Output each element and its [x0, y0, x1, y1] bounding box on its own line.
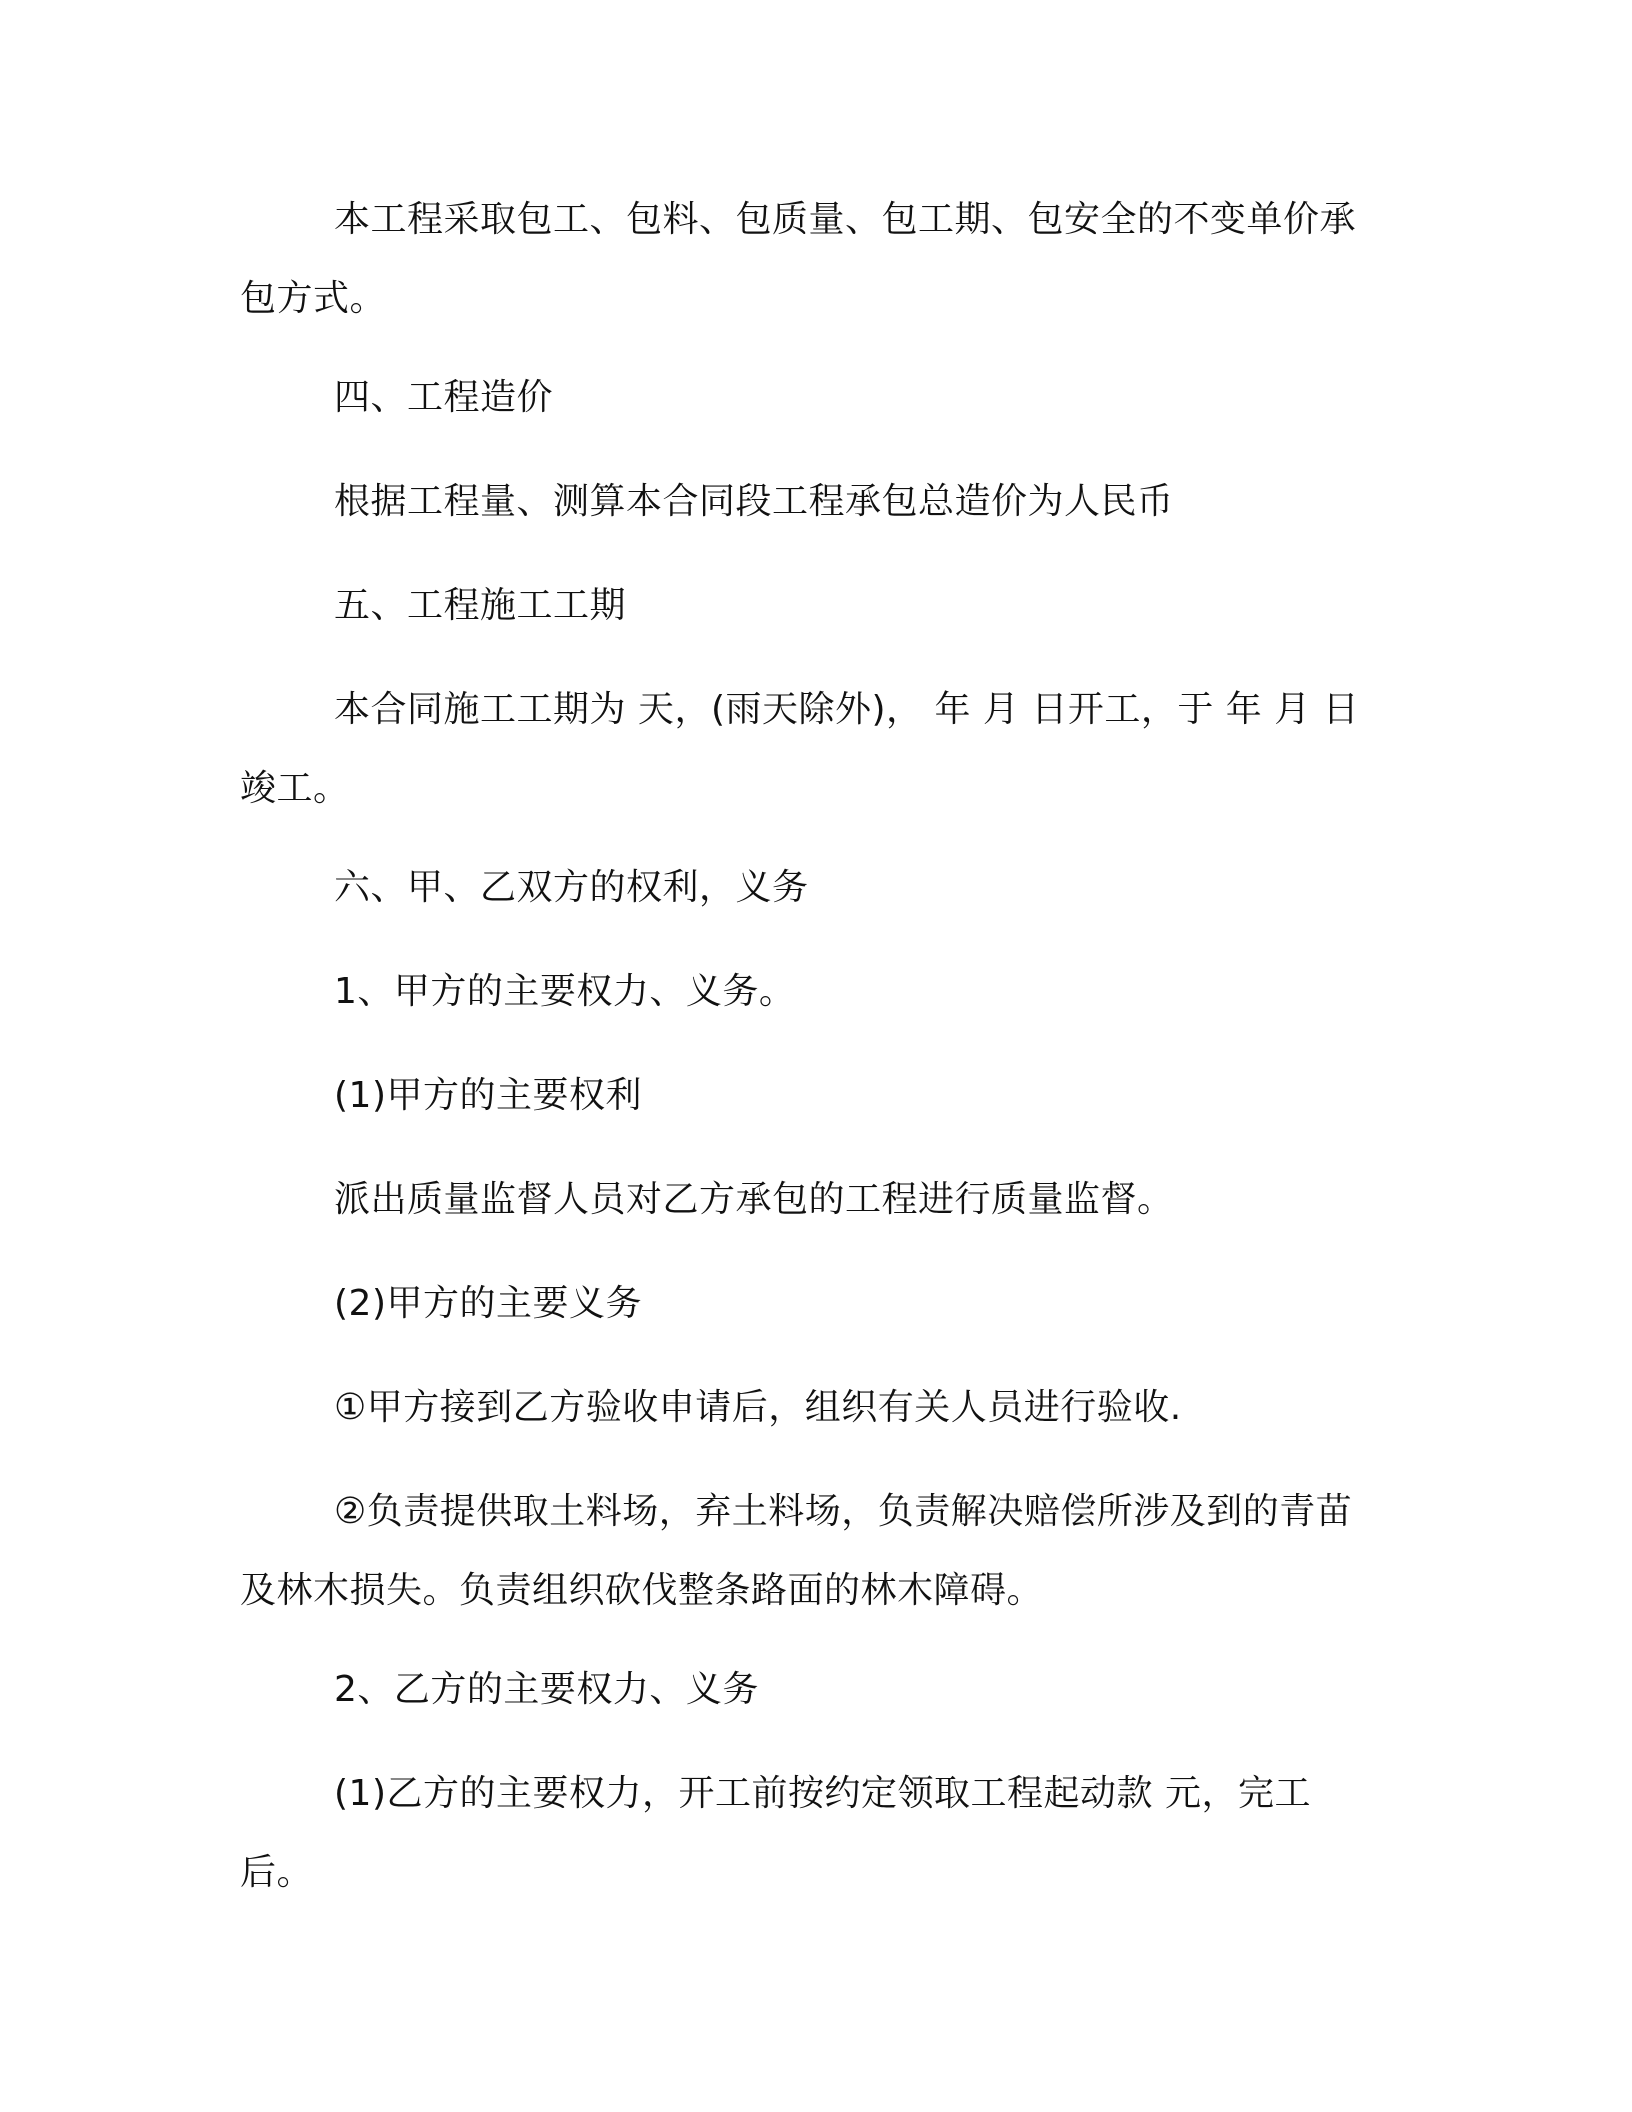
- paragraph-total-cost: 根据工程量、测算本合同段工程承包总造价为人民币: [334, 481, 1174, 522]
- paragraph-party-a-rights: 派出质量监督人员对乙方承包的工程进行质量监督。: [334, 1179, 1174, 1220]
- paragraph-contract-mode: 本工程采取包工、包料、包质量、包工期、包安全的不变单价承包方式。: [240, 199, 1357, 319]
- heading-project-cost: 四、工程造价: [334, 377, 554, 418]
- heading-party-b: 2、乙方的主要权力、义务: [334, 1669, 759, 1710]
- paragraph-party-b-rights: (1)乙方的主要权力，开工前按约定领取工程起动款 元，完工后。: [240, 1773, 1311, 1893]
- paragraph-obligation-2: ②负责提供取土料场，弃土料场，负责解决赔偿所涉及到的青苗及林木损失。负责组织砍伐整条路面的林木障碍。: [240, 1491, 1353, 1611]
- heading-rights-obligations: 六、甲、乙双方的权利，义务: [334, 867, 809, 908]
- heading-construction-period: 五、工程施工工期: [334, 585, 627, 626]
- paragraph-period-dates: 本合同施工工期为 天，(雨天除外)， 年 月 日开工，于 年 月 日竣工。: [240, 689, 1360, 809]
- heading-party-a: 1、甲方的主要权力、义务。: [334, 971, 796, 1012]
- paragraph-obligation-1: ①甲方接到乙方验收申请后，组织有关人员进行验收.: [334, 1387, 1182, 1428]
- heading-party-a-rights: (1)甲方的主要权利: [334, 1075, 642, 1116]
- heading-party-a-obligations: (2)甲方的主要义务: [334, 1283, 642, 1324]
